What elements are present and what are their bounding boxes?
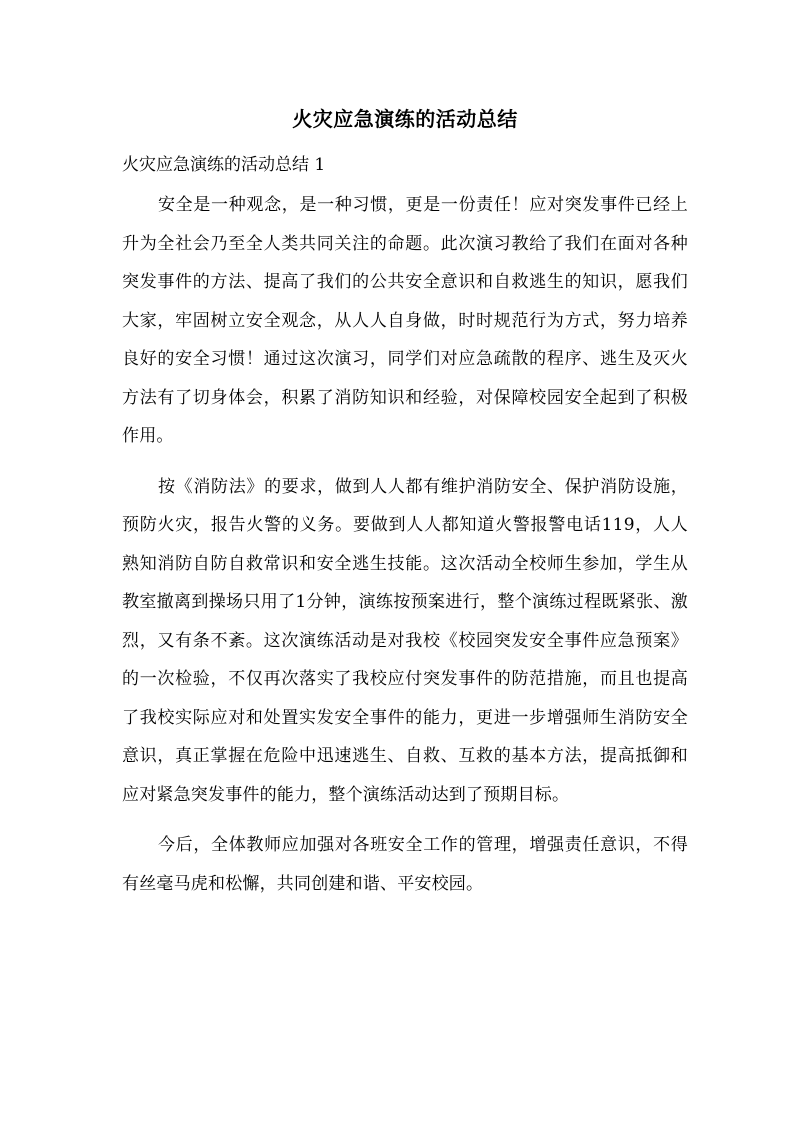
paragraph-2: 按《消防法》的要求，做到人人都有维护消防安全、保护消防设施，预防火灾，报告火警的义务。要做到人人都知道火警报警电话119，人人熟知消防自防自救常识和安全逃生技能。这次活动全校师生参加，学生从教室撤离到操场只用了1分钟，演练按预案进行，整个演练过程既紧张、激烈，又有条不紊。这次演练活动是对我校《校园突发安全事件应急预案》的一次检验，不仅再次落实了我校应付突发事件的防范措施，而且也提高了我校实际应对和处置实发安全事件的能力，更进一步增强师生消防安全意识，真正掌握在危险中迅速逃生、自救、互救的基本方法，提高抵御和应对紧急突发事件的能力，整个演练活动达到了预期目标。 <box>122 476 688 805</box>
document-subtitle: 火灾应急演练的活动总结 1 <box>122 155 326 175</box>
paragraph-3: 今后，全体教师应加强对各班安全工作的管理，增强责任意识，不得有丝毫马虎和松懈，共同创建和谐、平安校园。 <box>122 835 688 894</box>
document-body <box>122 104 688 915</box>
paragraph-1: 安全是一种观念，是一种习惯，更是一份责任！应对突发事件已经上升为全社会乃至全人类共同关注的命题。此次演习教给了我们在面对各种突发事件的方法、提高了我们的公共安全意识和自救逃生的知识，愿我们大家，牢固树立安全观念，从人人自身做，时时规范行为方式，努力培养良好的安全习惯！通过这次演习，同学们对应急疏散的程序、逃生及灭火方法有了切身体会，积累了消防知识和经验，对保障校园安全起到了积极作用。 <box>122 195 688 446</box>
document-title: 火灾应急演练的活动总结 <box>292 107 518 131</box>
